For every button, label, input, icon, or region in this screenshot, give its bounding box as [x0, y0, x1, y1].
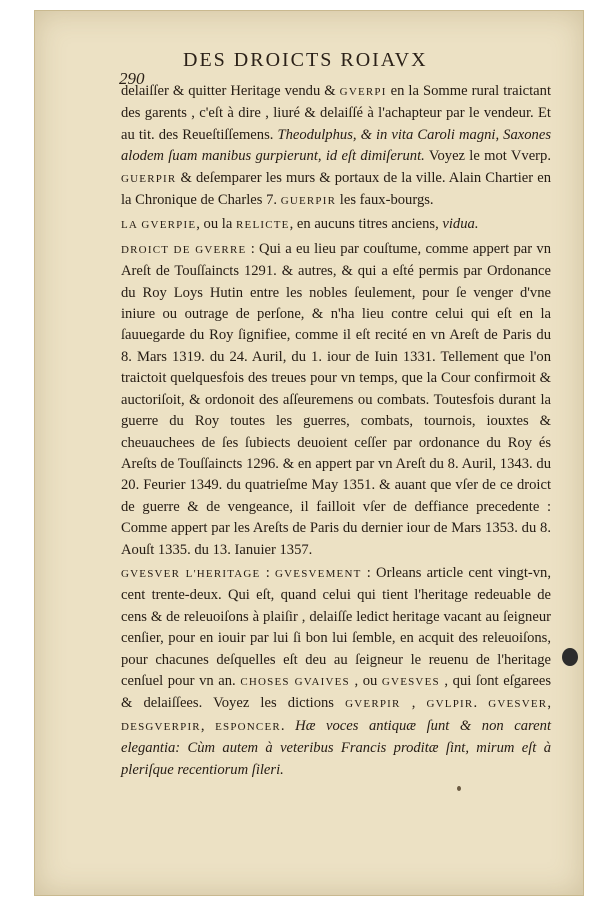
- paragraph-la-guerpie: LA GVERPIE, ou la RELICTE, en aucuns titres anciens, vidua.: [121, 216, 479, 233]
- paragraph-droict-de-guerre: DROICT DE GVERRE : Qui a eu lieu par couſtume, comme appert par vn Areſt de Touſſaincts 1291. & autres, & qui a eſté permis par Ordonance du Roy Loys Hutin entre les nobles ſeulement, pour ſe venger d'vne iniure ou outrage de perſone, & n'ha lieu contre celui qui eſt en la ſauuegarde du Roy ſignifiee, comme il eſt recité en vn Areſt de Paris du 8. Mars 1319. du 24. Auril, du 1. iour de Iuin 1331. Tellement que l'on traictoit quelquesfois des treues pour vn temps, que la Cour confirmoit & auctoriſoit, & ordonoit des aſſeuremens ou combats. Toutesfois durant la guerre du Roy toutes les guerres, combats, tournois, iouxtes & cheuauchees de ſes ſubiects deuoient ceſſer par ordonance du Roy és Areſts de Touſſaincts 1296. & en appert par vn Areſt du 8. Auril, 1343. du 20. Feurier 1349. du quatrieſme May 1351. & auant que vſer de ce droict de guerre & de vengeance, il failloit vſer de deffiance precedente : Comme appert par les Areſts de Paris du dernier iour de Mars 1353. du 8. Aouſt 1335. du 13. Ianuier 1357.: [121, 240, 551, 558]
- ink-speck: [457, 786, 461, 791]
- ink-blot: [562, 648, 578, 666]
- body-text: [121, 81, 551, 781]
- page-number: 290: [119, 69, 145, 88]
- paragraph-guerpir: delaiſſer & quitter Heritage vendu & GVERPI en la Somme rural traictant des garents , c'eſt à dire , liuré & delaiſſé à l'achapteur par le vendeur. Et au tit. des Reueſtiſſemens. Theodulphus, & in vita Caroli magni, Saxones alodem ſuam manibus gurpierunt, id eſt dimiſerunt. Voyez le mot Vverp. GUERPIR & deſemparer les murs & portaux de la ville. Alain Chartier en la Chronique de Charles 7. GUERPIR les faux-bourgs.: [121, 83, 551, 209]
- book-page: [34, 10, 584, 896]
- running-head: DES DROICTS ROIAVX: [183, 49, 428, 71]
- paragraph-guesver: GVESVER L'HERITAGE : GVESVEMENT : Orleans article cent vingt-vn, cent trente-deux. Qui eſt, quand celui qui tient l'heritage redeuable de cens & de releuoiſons à plaiſir , delaiſſe ledict heritage vacant au ſeigneur cenſier, pour en iouir par lui ſi bon lui ſemble, en acquit des releuoiſons, pour chacunes deſquelles eſt deu au ſeigneur le reuenu de l'heritage cenſuel pour vn an. CHOSES GVAIVES , ou GVESVES , qui ſont eſgarees & delaiſſees. Voyez les dictions GVERPIR , GVLPIR. GVESVER, DESGVERPIR, ESPONCER. Hæ voces antiquæ ſunt & non carent elegantia: Cùm autem à veteribus Francis proditæ ſint, mirum eſt à pleriſque recentiorum ſileri.: [121, 564, 552, 778]
